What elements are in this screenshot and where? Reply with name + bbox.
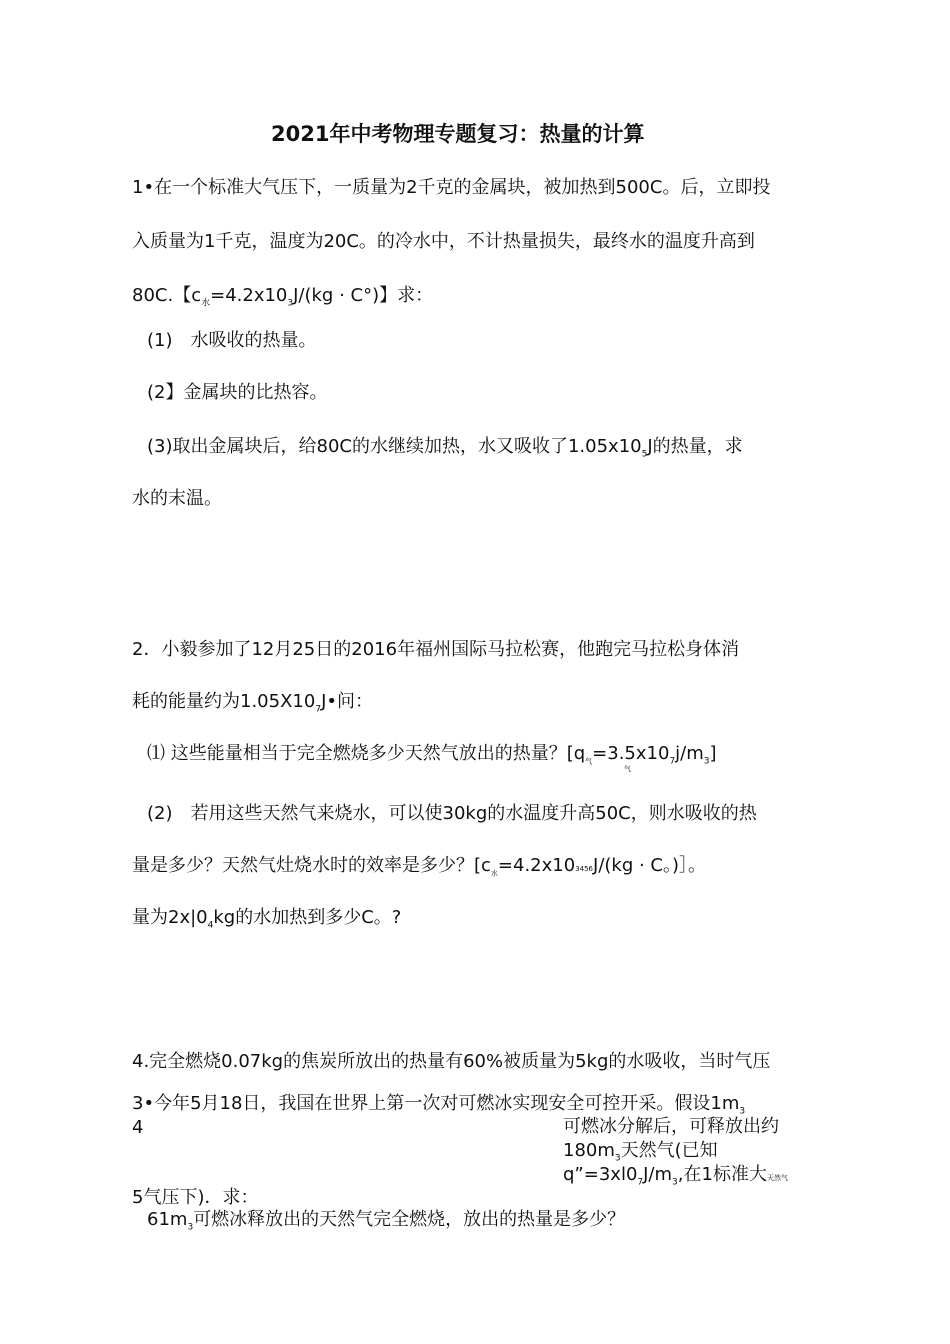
- q3-right-line-2-a: 180m: [563, 1140, 615, 1161]
- q2-part-1-sub: 气: [585, 757, 593, 766]
- q2-extra-line: [132, 906, 401, 930]
- q3-line-6: [147, 1208, 625, 1232]
- q2-extra-b: kg的水加热到多少C。?: [213, 907, 402, 928]
- q1-line-3-b: =4.2x10: [210, 285, 288, 306]
- q3-right-line-3-a: q”=3xl0: [563, 1164, 638, 1185]
- q2-part-1-c: j/m: [675, 743, 704, 764]
- q3-right-line-2: [563, 1139, 718, 1163]
- q2-line-2-a: 耗的能量约为1.05X10: [132, 691, 316, 712]
- q1-part-1: (1) 水吸收的热量。: [147, 330, 317, 351]
- q3-right-line-3-sup2: 3: [672, 1177, 678, 1188]
- q2-line-2: [132, 690, 373, 714]
- q1-part-3: [147, 435, 743, 459]
- page-title: 2021年中考物理专题复习：热量的计算: [271, 122, 645, 146]
- q4-line-1: 4.完全燃烧0.07kg的焦炭所放出的热量有60%被质量为5kg的水吸收，当时气压: [132, 1051, 771, 1072]
- q3-right-line-3-sup: 7: [637, 1177, 644, 1188]
- q2-line-1: 2．小毅参加了12月25日的2016年福州国际马拉松赛，他跑完马拉松身体消: [132, 639, 740, 660]
- q2-part-2-line-2-c: J/(kg · C。)］。: [593, 855, 707, 876]
- q2-part-1-b: =3.5x10: [592, 743, 670, 764]
- q2-part-2: (2) 若用这些天然气来烧水，可以使30kg的水温度升高50C，则水吸收的热: [147, 803, 757, 824]
- q2-part-1: [147, 742, 717, 766]
- q1-line-3-sup: 3: [287, 298, 294, 309]
- q3-line-1-a: 3•今年5月18日，我国在世界上第一次对可燃冰实现安全可控开采。假设1m: [132, 1093, 740, 1114]
- q2-part-1-a: ⑴ 这些能量相当于完全燃烧多少天然气放出的热量？[q: [147, 743, 586, 764]
- q3-line-1-sub: 3: [739, 1106, 746, 1117]
- q3-number-4: 4: [132, 1117, 144, 1138]
- q2-extra-sub: 4: [207, 920, 214, 931]
- q3-right-line-1: 可燃冰分解后，可释放出约: [563, 1116, 779, 1137]
- q3-line-6-b: 可燃冰释放出的天然气完全燃烧，放出的热量是多少？: [193, 1209, 626, 1230]
- q1-line-3: [132, 284, 433, 308]
- q2-part-2-line-2-a: 量是多少？天然气灶烧水时的效率是多少？[c: [132, 855, 491, 876]
- q1-line-1: 1•在一个标准大气压下，一质量为2千克的金属块，被加热到500C。后，立即投: [132, 177, 771, 198]
- q3-right-line-3-tiny: 天然气: [766, 1174, 788, 1182]
- q3-right-line-3-b: J/m: [643, 1164, 673, 1185]
- q3-line-1: [132, 1092, 745, 1116]
- q2-part-2-line-2-b: =4.2x10: [497, 855, 576, 876]
- q1-part-3-line-2: 水的末温。: [132, 488, 222, 509]
- q2-extra-a: 量为2x|0: [132, 907, 208, 928]
- q2-part-1-sup2: 3: [703, 756, 710, 767]
- q1-line-3-sub: 水: [201, 298, 211, 309]
- q3-right-line-2-b: 天然气(已知: [620, 1140, 718, 1161]
- q1-line-3-a: 80C.【c: [132, 285, 202, 306]
- q3-right-line-2-sup: 3: [614, 1153, 621, 1164]
- q2-line-2-b: J•问：: [321, 691, 373, 712]
- q3-line-6-a: 61m: [147, 1209, 188, 1230]
- q3-line-5: 5气压下)．求：: [132, 1187, 259, 1208]
- q1-line-2: 入质量为1千克，温度为20C。的冷水中，不计热量损失，最终水的温度升高到: [132, 231, 755, 252]
- q1-part-3-sup: 5: [641, 449, 648, 460]
- q2-part-1-d: ]: [709, 743, 717, 764]
- q1-line-3-c: J/(kg · C°)】求：: [293, 285, 434, 306]
- q2-part-2-line-2-sub: 水: [490, 869, 498, 878]
- q3-line-6-sub: 3: [187, 1222, 194, 1233]
- q2-part-2-line-2: [132, 854, 706, 881]
- q2-part-1-sup: 7: [669, 756, 676, 767]
- q1-part-3-b: J的热量，求: [647, 436, 743, 457]
- q1-part-3-a: (3)取出金属块后，给80C的水继续加热，水又吸收了1.05x10: [147, 436, 642, 457]
- q2-part-1-under: 气: [624, 765, 631, 773]
- q3-right-line-3-c: ,在1标准大: [677, 1164, 767, 1185]
- q1-part-2: (2】金属块的比热容。: [147, 382, 328, 403]
- q2-part-2-line-2-sup: 3456: [575, 865, 594, 873]
- q3-right-line-3: [563, 1163, 788, 1190]
- q2-line-2-sup: 7: [315, 704, 322, 715]
